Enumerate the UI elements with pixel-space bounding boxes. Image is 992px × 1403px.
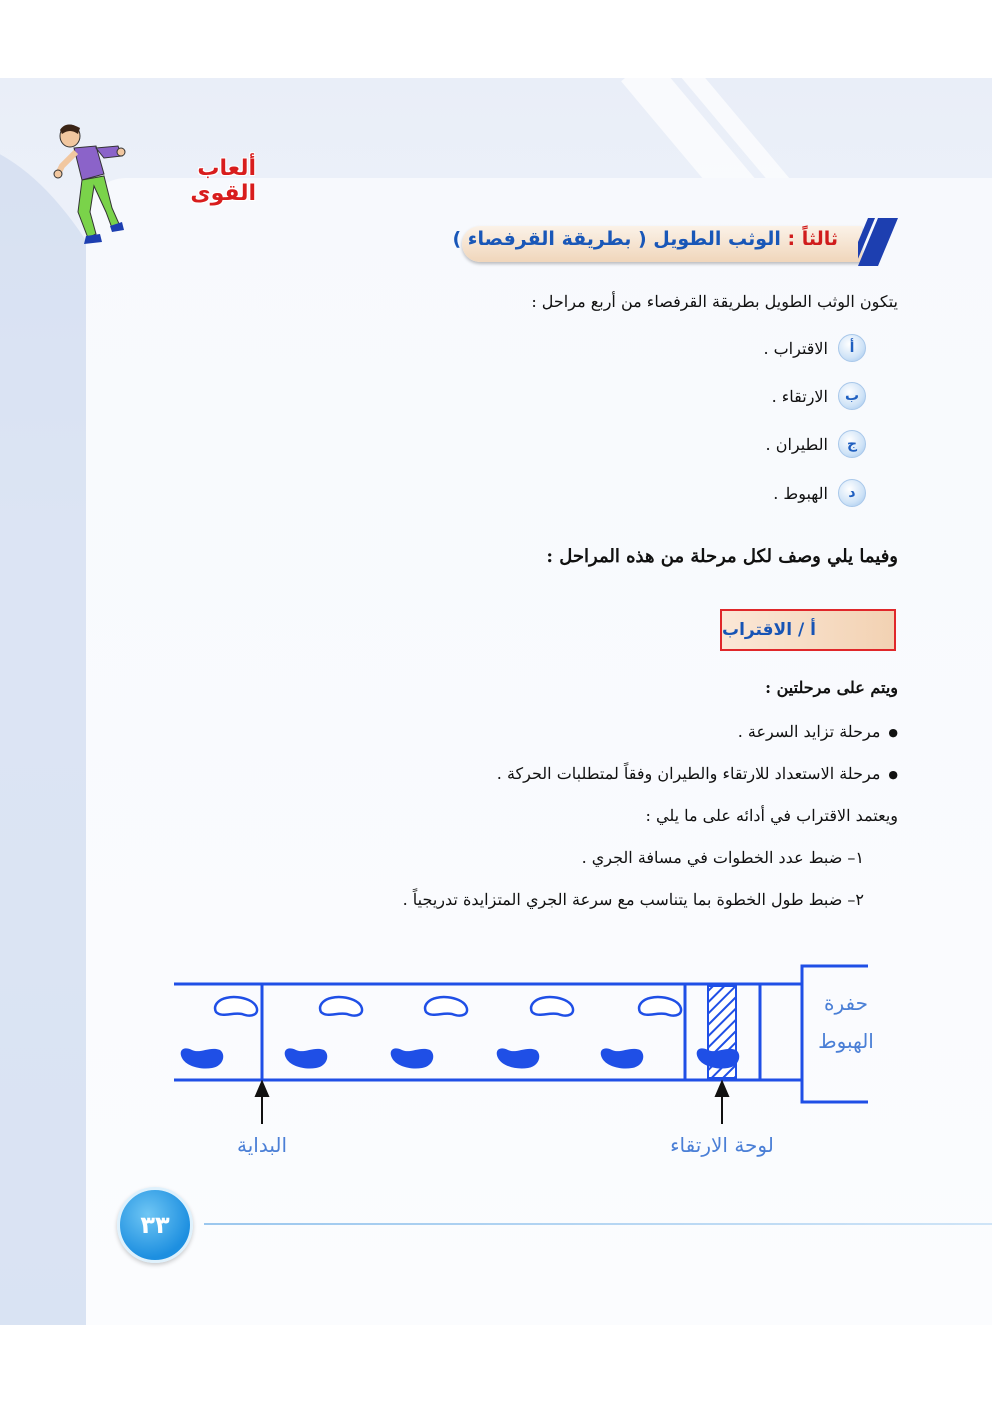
pit-label-line-1: حفرة bbox=[824, 991, 868, 1015]
footprints-bottom bbox=[181, 1048, 740, 1068]
stage-item bbox=[766, 430, 866, 458]
footprint bbox=[601, 1048, 644, 1068]
start-arrow-icon bbox=[256, 1082, 268, 1096]
stage-label: الارتقاء . bbox=[771, 386, 828, 406]
section-banner bbox=[452, 218, 898, 266]
start-label: البداية bbox=[236, 1133, 288, 1157]
intro-text: يتكون الوثب الطويل بطريقة القرفصاء من أربع مراحل : bbox=[531, 292, 898, 311]
stage-letter-badge: ج bbox=[838, 430, 866, 458]
depends-item: ١– ضبط عدد الخطوات في مسافة الجري . bbox=[581, 848, 864, 867]
subsection-title: أ / الاقتراب bbox=[720, 609, 896, 651]
footprint bbox=[320, 997, 362, 1016]
depends-intro: ويعتمد الاقتراب في أدائه على ما يلي : bbox=[645, 806, 898, 825]
phase-text: مرحلة تزايد السرعة . bbox=[737, 722, 881, 741]
footprint bbox=[531, 997, 573, 1016]
stage-letter-badge: د bbox=[838, 479, 866, 507]
phases-intro: ويتم على مرحلتين : bbox=[765, 678, 898, 697]
runway-diagram bbox=[170, 962, 882, 1162]
takeoff-board-label: لوحة الارتقاء bbox=[670, 1133, 774, 1157]
chapter-title: ألعاب القوى bbox=[190, 156, 256, 206]
stage-item bbox=[773, 479, 866, 507]
footprint bbox=[181, 1048, 224, 1068]
stage-label: الهبوط . bbox=[773, 483, 828, 503]
footprint bbox=[391, 1048, 434, 1068]
description-intro: وفيما يلي وصف لكل مرحلة من هذه المراحل : bbox=[546, 546, 898, 567]
stage-letter-badge: أ bbox=[838, 334, 866, 362]
stage-item bbox=[763, 334, 866, 362]
footprints-top bbox=[215, 997, 681, 1016]
page-number: ٣٣ bbox=[117, 1187, 193, 1263]
phase-text: مرحلة الاستعداد للارتقاء والطيران وفقاً لمتطلبات الحركة . bbox=[496, 764, 881, 783]
pit-label-line-2: الهبوط bbox=[818, 1029, 874, 1053]
footer-divider bbox=[204, 1223, 992, 1225]
footprint bbox=[215, 997, 257, 1016]
stage-item bbox=[772, 382, 866, 410]
athlete-running-icon bbox=[48, 122, 128, 248]
section-number: ثالثاً : bbox=[787, 228, 838, 250]
footprint bbox=[697, 1048, 740, 1068]
section-title-text: الوثب الطويل ( بطريقة القرفصاء ) bbox=[452, 228, 781, 250]
bullet-icon bbox=[880, 764, 898, 783]
stage-letter-badge: ب bbox=[838, 382, 866, 410]
bullet-icon bbox=[880, 722, 898, 741]
footprint bbox=[425, 997, 467, 1016]
footprint bbox=[639, 997, 681, 1016]
footprint bbox=[497, 1048, 540, 1068]
stage-label: الطيران . bbox=[765, 434, 828, 454]
footprint bbox=[285, 1048, 328, 1068]
phase-item bbox=[738, 722, 898, 741]
section-title bbox=[453, 228, 839, 250]
banner-stripes-icon bbox=[858, 218, 898, 266]
stage-label: الاقتراب . bbox=[763, 338, 828, 358]
depends-item: ٢– ضبط طول الخطوة بما يتناسب مع سرعة الجري المتزايدة تدريجياً . bbox=[402, 890, 864, 909]
takeoff-arrow-icon bbox=[716, 1082, 728, 1096]
phase-item bbox=[497, 764, 898, 783]
